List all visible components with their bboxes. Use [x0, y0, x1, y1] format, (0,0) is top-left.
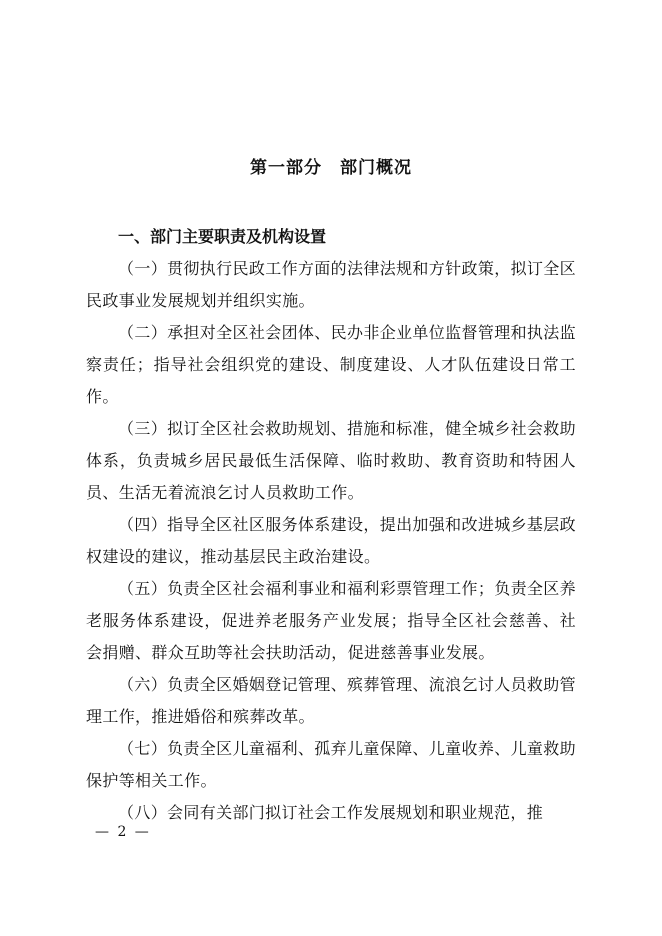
page-title: 第一部分 部门概况 — [250, 158, 412, 178]
page-number: — 2 — — [95, 824, 151, 840]
paragraph-4: （四）指导全区社区服务体系建设，提出加强和改进城乡基层政权建设的建议，推动基层民主政治建设。 — [86, 515, 576, 566]
paragraph-8: （八）会同有关部门拟订社会工作发展规划和职业规范，推 — [118, 803, 544, 822]
paragraph-3: （三）拟订全区社会救助规划、措施和标准，健全城乡社会救助体系，负责城乡居民最低生活保障、临时救助、教育资助和特困人员、生活无着流浪乞讨人员救助工作。 — [86, 419, 576, 502]
paragraph-5: （五）负责全区社会福利事业和福利彩票管理工作；负责全区养老服务体系建设，促进养老服务产业发展；指导全区社会慈善、社会捐赠、群众互助等社会扶助活动，促进慈善事业发展。 — [86, 579, 576, 662]
paragraph-6: （六）负责全区婚姻登记管理、殡葬管理、流浪乞讨人员救助管理工作，推进婚俗和殡葬改革。 — [86, 675, 576, 726]
section-heading: 一、部门主要职责及机构设置 — [118, 227, 327, 246]
document-body — [86, 221, 576, 829]
paragraph-7: （七）负责全区儿童福利、孤弃儿童保障、儿童收养、儿童救助保护等相关工作。 — [86, 739, 576, 790]
paragraph-2: （二）承担对全区社会团体、民办非企业单位监督管理和执法监察责任；指导社会组织党的建设、制度建设、人才队伍建设日常工作。 — [86, 323, 576, 406]
paragraph-1: （一）贯彻执行民政工作方面的法律法规和方针政策，拟订全区民政事业发展规划并组织实施。 — [86, 259, 576, 310]
